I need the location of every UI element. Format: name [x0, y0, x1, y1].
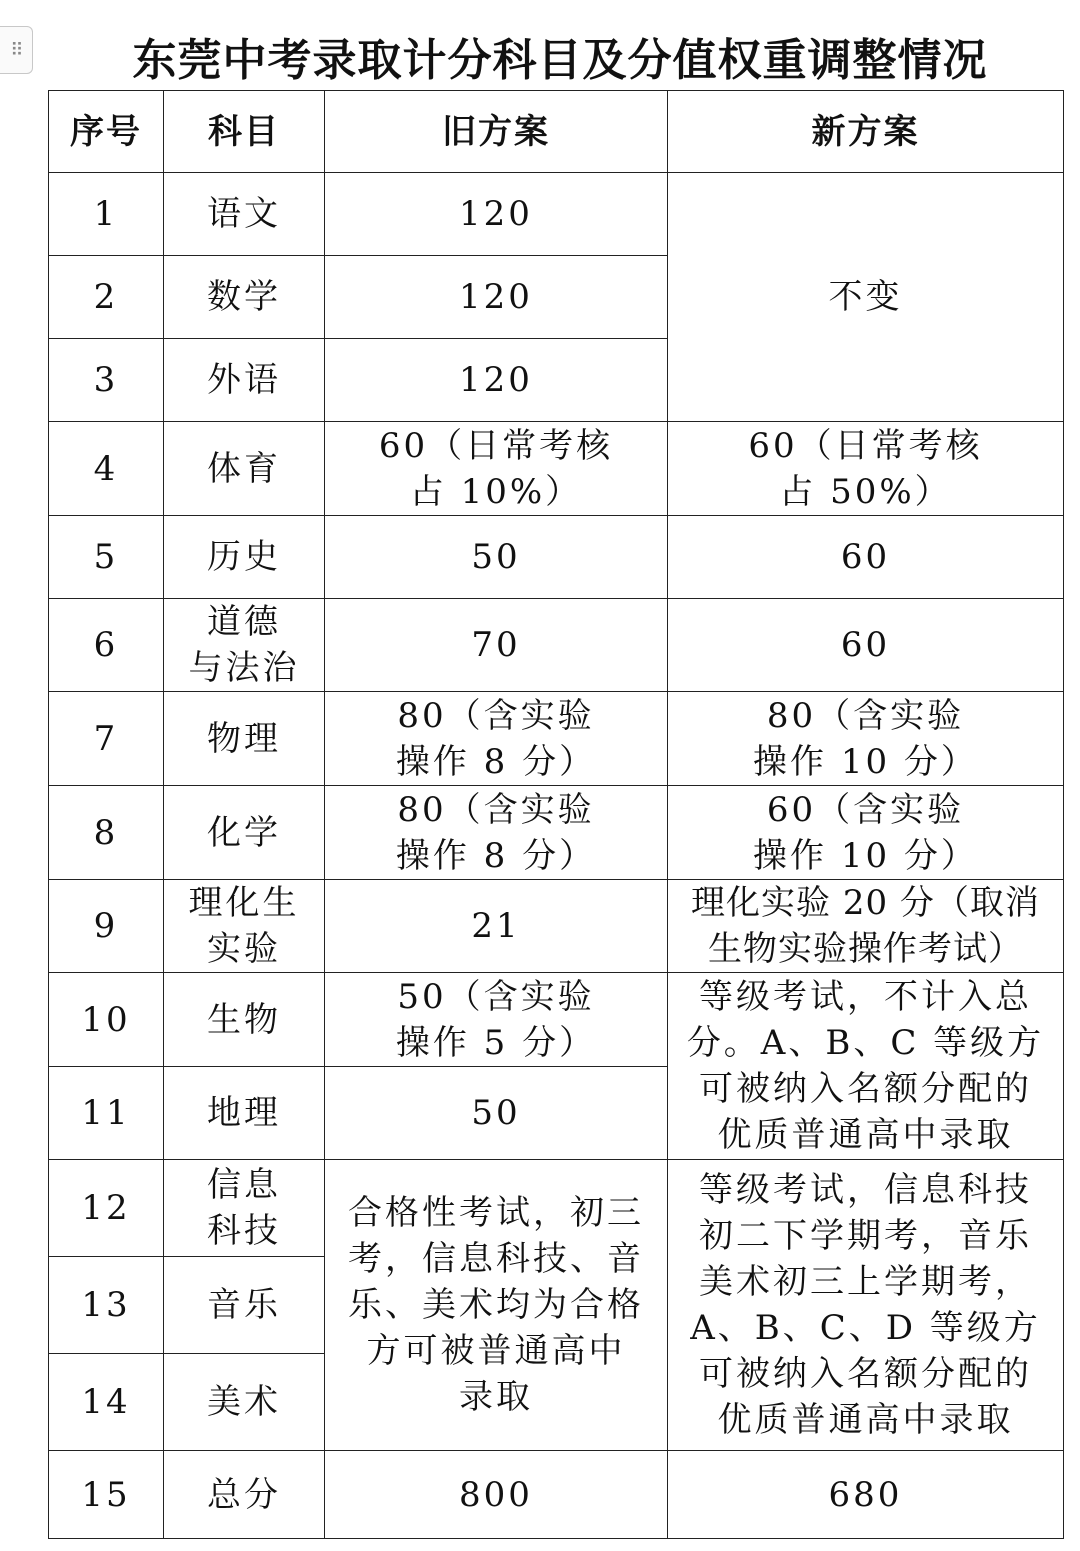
drag-handle-icon[interactable]: ⠿: [0, 26, 33, 74]
row-new-value: 60: [668, 599, 1064, 692]
row-index: 13: [49, 1257, 164, 1354]
table-row: [49, 516, 1064, 599]
row-subject: 物理: [164, 692, 325, 786]
row-subject: 数学: [164, 256, 325, 339]
row-index: 7: [49, 692, 164, 786]
row-new-value-merged: 等级考试，不计入总 分。A、B、C 等级方 可被纳入名额分配的 优质普通高中录取: [668, 973, 1064, 1160]
row-subject: 语文: [164, 173, 325, 256]
table-row: [49, 692, 1064, 786]
row-old-value: 120: [325, 256, 668, 339]
row-old-value: 50: [325, 1067, 668, 1160]
row-old-value-merged: 合格性考试，初三 考，信息科技、音 乐、美术均为合格 方可被普通高中 录取: [325, 1160, 668, 1451]
row-subject: 生物: [164, 973, 325, 1067]
row-index: 15: [49, 1451, 164, 1539]
row-index: 2: [49, 256, 164, 339]
row-old-value: 80（含实验 操作 8 分）: [325, 786, 668, 880]
page-title: 东莞中考录取计分科目及分值权重调整情况: [132, 35, 988, 86]
header-index: 序号: [49, 91, 164, 173]
row-subject: 体育: [164, 422, 325, 516]
row-old-value: 50: [325, 516, 668, 599]
row-subject: 道德 与法治: [164, 599, 325, 692]
score-adjustment-table: [48, 90, 1064, 1539]
row-old-value: 120: [325, 339, 668, 422]
table-row: [49, 1451, 1064, 1539]
row-new-value: 80（含实验 操作 10 分）: [668, 692, 1064, 786]
row-subject: 化学: [164, 786, 325, 880]
table-row: [49, 599, 1064, 692]
row-new-value: 60（含实验 操作 10 分）: [668, 786, 1064, 880]
row-index: 6: [49, 599, 164, 692]
row-new-value: 60（日常考核 占 50%）: [668, 422, 1064, 516]
row-old-value: 70: [325, 599, 668, 692]
row-subject: 总分: [164, 1451, 325, 1539]
row-new-value: 理化实验 20 分（取消 生物实验操作考试）: [668, 880, 1064, 973]
header-subject: 科目: [164, 91, 325, 173]
row-index: 11: [49, 1067, 164, 1160]
row-index: 4: [49, 422, 164, 516]
row-index: 9: [49, 880, 164, 973]
header-old-plan: 旧方案: [325, 91, 668, 173]
row-new-value-merged: 等级考试，信息科技 初二下学期考，音乐 美术初三上学期考， A、B、C、D 等级方 可被纳入名额分配的 优质普通高中录取: [668, 1160, 1064, 1451]
table-row: [49, 422, 1064, 516]
row-new-value-merged: 不变: [668, 173, 1064, 422]
row-old-value: 21: [325, 880, 668, 973]
row-index: 8: [49, 786, 164, 880]
row-index: 3: [49, 339, 164, 422]
table-row: [49, 1160, 1064, 1257]
row-subject: 信息 科技: [164, 1160, 325, 1257]
header-new-plan: 新方案: [668, 91, 1064, 173]
row-old-value: 60（日常考核 占 10%）: [325, 422, 668, 516]
row-index: 10: [49, 973, 164, 1067]
table-row: [49, 173, 1064, 256]
row-new-value: 60: [668, 516, 1064, 599]
row-index: 1: [49, 173, 164, 256]
table-header-row: [49, 91, 1064, 173]
table-row: [49, 973, 1064, 1067]
row-index: 5: [49, 516, 164, 599]
row-index: 14: [49, 1354, 164, 1451]
row-old-value: 80（含实验 操作 8 分）: [325, 692, 668, 786]
row-subject: 历史: [164, 516, 325, 599]
row-new-value: 680: [668, 1451, 1064, 1539]
row-subject: 美术: [164, 1354, 325, 1451]
row-subject: 理化生 实验: [164, 880, 325, 973]
row-index: 12: [49, 1160, 164, 1257]
row-subject: 地理: [164, 1067, 325, 1160]
row-subject: 音乐: [164, 1257, 325, 1354]
row-old-value: 800: [325, 1451, 668, 1539]
row-old-value: 50（含实验 操作 5 分）: [325, 973, 668, 1067]
table-row: [49, 880, 1064, 973]
row-old-value: 120: [325, 173, 668, 256]
table-row: [49, 786, 1064, 880]
row-subject: 外语: [164, 339, 325, 422]
